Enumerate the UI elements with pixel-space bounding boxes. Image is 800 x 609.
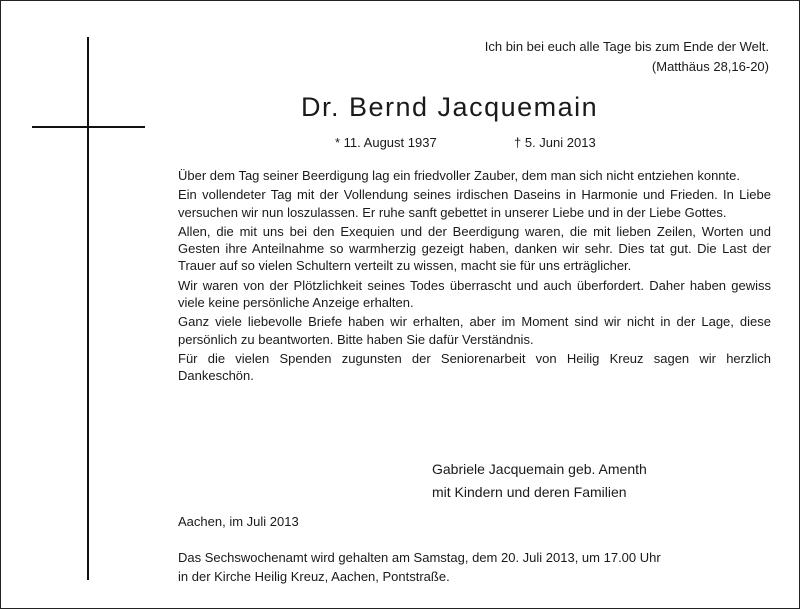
cross-icon-horizontal-bar <box>32 126 145 128</box>
bible-quote <box>349 37 769 77</box>
signature-line: Gabriele Jacquemain geb. Amenth <box>432 461 647 477</box>
paragraph: Ganz viele liebevolle Briefe haben wir erhalten, aber im Moment sind wir nicht in der Lage, diese persönlich zu beantworten. Bitte haben Sie dafür Verständnis. <box>178 314 771 347</box>
paragraph: Für die vielen Spenden zugunsten der Seniorenarbeit von Heilig Kreuz sagen wir herzlich Dankeschön. <box>178 350 771 384</box>
mass-notice <box>178 548 778 586</box>
deceased-name: Dr. Bernd Jacquemain <box>301 92 599 122</box>
signature-line: mit Kindern und deren Familien <box>432 483 627 500</box>
paragraph: Ein vollendeter Tag mit der Vollendung seines irdischen Daseins in Harmonie und Frieden. In Liebe versuchen wir nun loszulassen. Er ruhe sanft gebettet in unserer Liebe und in der Liebe Gottes. <box>178 187 771 220</box>
body-text <box>178 167 771 387</box>
death-date: † 5. Juni 2013 <box>514 135 596 150</box>
quote-text: Ich bin bei euch alle Tage bis zum Ende der Welt. <box>484 39 769 54</box>
paragraph: Allen, die mit uns bei den Exequien und der Beerdigung waren, die mit lieben Zeilen, Worten und Gesten ihre Anteilnahme so warmherzig gezeigt haben, danken wir sehr. Dies tat gut. Die Last der Trauer auf so vielen Schultern verteilt zu wissen, macht sie für uns erträglicher. <box>178 223 771 274</box>
paragraph: Über dem Tag seiner Beerdigung lag ein friedvoller Zauber, dem man sich nicht entziehen konnte. <box>178 168 740 183</box>
cross-icon-vertical-bar <box>87 37 89 580</box>
place-date: Aachen, im Juli 2013 <box>178 514 299 529</box>
notice-line: in der Kirche Heilig Kreuz, Aachen, Pontstraße. <box>178 569 450 584</box>
birth-date: * 11. August 1937 <box>335 135 437 150</box>
paragraph: Wir waren von der Plötzlichkeit seines Todes überrascht und auch überfordert. Daher haben gewiss viele keine persönliche Anzeige erhalten. <box>178 277 771 311</box>
notice-line: Das Sechswochenamt wird gehalten am Samstag, dem 20. Juli 2013, um 17.00 Uhr <box>178 550 661 565</box>
quote-reference: (Matthäus 28,16-20) <box>651 59 769 74</box>
signature <box>432 458 647 503</box>
